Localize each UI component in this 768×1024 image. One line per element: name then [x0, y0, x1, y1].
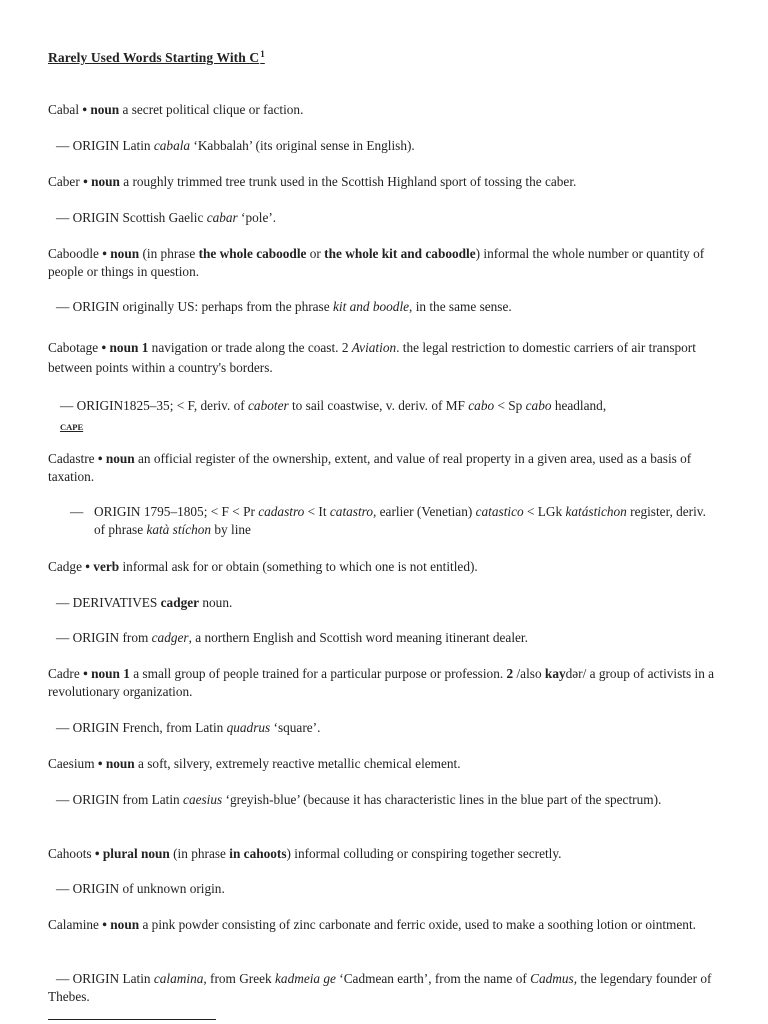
- entry-text-span: kadmeia ge: [275, 971, 336, 986]
- entry-text-span: verb: [93, 559, 120, 574]
- entry-text-span: a pink powder consisting of zinc carbonate and ferric oxide, used to make a soothing lotion or ointment.: [139, 917, 696, 932]
- entry-text-span: ‘pole’.: [237, 210, 277, 225]
- derivatives-cadge: [56, 594, 716, 612]
- origin-cadge: [56, 629, 716, 647]
- entry-text-span: plural noun: [102, 846, 170, 861]
- entry-text-span: •: [98, 340, 110, 355]
- document-title: [48, 49, 265, 66]
- entry-text-span: noun: [110, 917, 140, 932]
- entry-cadre: [48, 665, 722, 700]
- entry-text-span: noun: [105, 451, 135, 466]
- origin-caesium: [48, 791, 722, 809]
- entry-text-span: •: [94, 756, 106, 771]
- entry-text-span: headland,: [551, 398, 607, 413]
- entry-calamine: [48, 916, 722, 934]
- entry-text-span: or: [306, 246, 325, 261]
- entry-text-span: catastico: [475, 504, 524, 519]
- entry-text-span: Caboodle: [48, 246, 99, 261]
- entry-text-span: ‘square’.: [270, 720, 321, 735]
- entry-text-span: a secret political clique or faction.: [119, 102, 304, 117]
- entry-cabotage: [48, 338, 722, 378]
- entry-text-span: noun: [105, 756, 135, 771]
- footnote-marker: 1: [260, 49, 265, 59]
- entry-text-span: — ORIGIN Scottish Gaelic: [56, 210, 207, 225]
- entry-text-span: Rarely Used Words Starting With C: [48, 50, 260, 65]
- entry-text-span: noun 1: [109, 340, 149, 355]
- entry-text-span: in cahoots: [229, 846, 287, 861]
- entry-text-span: —: [70, 504, 84, 519]
- entry-text-span: caesius: [183, 792, 223, 807]
- entry-text-span: calamina: [153, 971, 204, 986]
- entry-text-span: cadger: [151, 630, 189, 645]
- entry-text-span: 2: [506, 666, 514, 681]
- entry-text-span: an official register of the ownership, extent, and value of real property in a given area, used as a basis of taxation.: [48, 451, 692, 484]
- entry-text-span: katà stíchon: [146, 521, 212, 537]
- entry-text-span: katástichon: [565, 504, 627, 519]
- entry-text-span: caboter: [248, 398, 289, 413]
- entry-text-span: Cahoots: [48, 846, 92, 861]
- entry-text-span: noun: [91, 174, 120, 189]
- entry-text-span: — ORIGIN from Latin: [56, 792, 184, 807]
- entry-text-span: , from Greek: [203, 971, 276, 986]
- entry-text-span: cabo: [525, 398, 552, 413]
- entry-text-span: /also: [513, 666, 545, 681]
- entry-text-span: cabo: [468, 398, 495, 413]
- entry-text-span: — ORIGIN French, from Latin: [56, 720, 227, 735]
- entry-text-span: — ORIGIN Latin: [56, 138, 154, 153]
- entry-text-span: to sail coastwise, v. deriv. of MF: [288, 398, 469, 413]
- entry-text-span: •: [79, 102, 91, 117]
- entry-text-span: (in phrase: [139, 246, 199, 261]
- entry-text-span: cadastro: [258, 504, 305, 519]
- footnote-separator: [48, 1019, 216, 1020]
- entry-text-span: register, deriv. of phrase: [94, 504, 706, 537]
- entry-text-span: Cabotage: [48, 340, 99, 355]
- entry-cadge: [48, 558, 722, 576]
- entry-text-span: (in phrase: [169, 846, 230, 861]
- entry-text-span: — DERIVATIVES: [56, 595, 161, 610]
- entry-text-span: cabala: [153, 138, 191, 153]
- entry-caesium: [48, 755, 722, 773]
- origin-caber: [56, 209, 716, 227]
- entry-cadastre: [48, 450, 724, 485]
- entry-text-span: — ORIGIN from: [56, 630, 152, 645]
- entry-text-span: Caesium: [48, 756, 95, 771]
- origin-cahoots: [56, 880, 716, 898]
- entry-text-span: — ORIGIN originally US: perhaps from the phrase: [56, 299, 333, 314]
- entry-text-span: a soft, silvery, extremely reactive metallic chemical element.: [134, 756, 461, 771]
- origin-cabal: [56, 137, 716, 155]
- entry-text-span: earlier (Venetian): [376, 504, 476, 519]
- origin-cadastre: [70, 503, 720, 538]
- entry-text-span: — ORIGIN1825–35; < F, deriv. of: [60, 398, 249, 413]
- entry-text-span: Aviation: [351, 340, 397, 355]
- entry-text-span: , a northern English and Scottish word meaning itinerant dealer.: [188, 630, 528, 645]
- entry-cabal: [48, 101, 722, 119]
- entry-text-span: cabar: [206, 210, 238, 225]
- entry-text-span: cadger: [160, 595, 200, 610]
- entry-text-span: the whole caboodle: [198, 246, 307, 261]
- entry-text-span: Cadmus: [530, 971, 574, 986]
- entry-text-span: kit and boodle: [332, 299, 410, 314]
- entry-text-span: ORIGIN 1795–1805; < F < Pr: [94, 504, 259, 519]
- entry-text-span: •: [91, 846, 103, 861]
- entry-text-span: ) informal colluding or conspiring together secretly.: [286, 846, 562, 861]
- entry-text-span: •: [79, 666, 92, 681]
- entry-text-span: noun.: [199, 595, 233, 610]
- entry-text-span: Cadge: [48, 559, 82, 574]
- entry-text-span: ‘greyish-blue’ (because it has characteristic lines in the blue part of the spectrum).: [222, 792, 662, 807]
- entry-text-span: Caber: [48, 174, 80, 189]
- entry-text-span: noun 1: [91, 666, 130, 681]
- origin-calamine: [48, 970, 722, 1005]
- entry-text-span: ‘Kabbalah’ (its original sense in English).: [190, 138, 415, 153]
- entry-text-span: Cabal: [48, 102, 80, 117]
- origin-caboodle: [56, 298, 716, 316]
- entry-text-span: Cadastre: [48, 451, 95, 466]
- entry-text-span: •: [94, 451, 106, 466]
- entry-cahoots: [48, 845, 722, 863]
- entry-text-span: noun: [90, 102, 120, 117]
- entry-text-span: < Sp: [494, 398, 526, 413]
- entry-text-span: , the legendary founder of Thebes.: [48, 971, 712, 1004]
- entry-text-span: , in the same sense.: [409, 299, 512, 314]
- entry-text-span: a small group of people trained for a particular purpose or profession.: [129, 666, 507, 681]
- entry-text-span: ‘Cadmean earth’, from the name of: [335, 971, 531, 986]
- entry-text-span: quadrus: [226, 720, 271, 735]
- entry-text-span: — ORIGIN Latin: [56, 971, 154, 986]
- entry-text-span: . the legal restriction to domestic carriers of air transport between points within a country's borders.: [48, 340, 696, 375]
- entry-text-span: ) informal the whole number or quantity of people or things in question.: [48, 246, 705, 279]
- entry-text-span: noun: [110, 246, 140, 261]
- entry-text-span: Calamine: [48, 917, 99, 932]
- entry-text-span: the whole kit and caboodle: [324, 246, 476, 261]
- entry-text-span: dər/ a group of activists in a revolutionary organization.: [48, 666, 715, 699]
- entry-caboodle: [48, 245, 722, 280]
- entry-text-span: informal ask for or obtain (something to which one is not entitled).: [119, 559, 478, 574]
- entry-text-span: catastro,: [329, 504, 377, 519]
- entry-text-span: a roughly trimmed tree trunk used in the Scottish Highland sport of tossing the caber.: [119, 174, 577, 189]
- entry-text-span: •: [98, 246, 111, 261]
- entry-text-span: < LGk: [523, 504, 566, 519]
- entry-text-span: •: [98, 917, 111, 932]
- entry-text-span: < It: [304, 504, 330, 519]
- origin-cabotage: [60, 396, 720, 437]
- entry-text-span: kay: [544, 666, 566, 681]
- entry-text-span: navigation or trade along the coast. 2: [148, 340, 352, 355]
- origin-cadre: [56, 719, 716, 737]
- cape-link: CAPE: [60, 422, 84, 432]
- entry-text-span: •: [79, 174, 92, 189]
- entry-text-span: — ORIGIN of unknown origin.: [56, 881, 225, 896]
- entry-caber: [48, 173, 722, 191]
- entry-text-span: Cadre: [48, 666, 80, 681]
- entry-text-span: •: [81, 559, 94, 574]
- entry-text-span: by line: [211, 521, 251, 537]
